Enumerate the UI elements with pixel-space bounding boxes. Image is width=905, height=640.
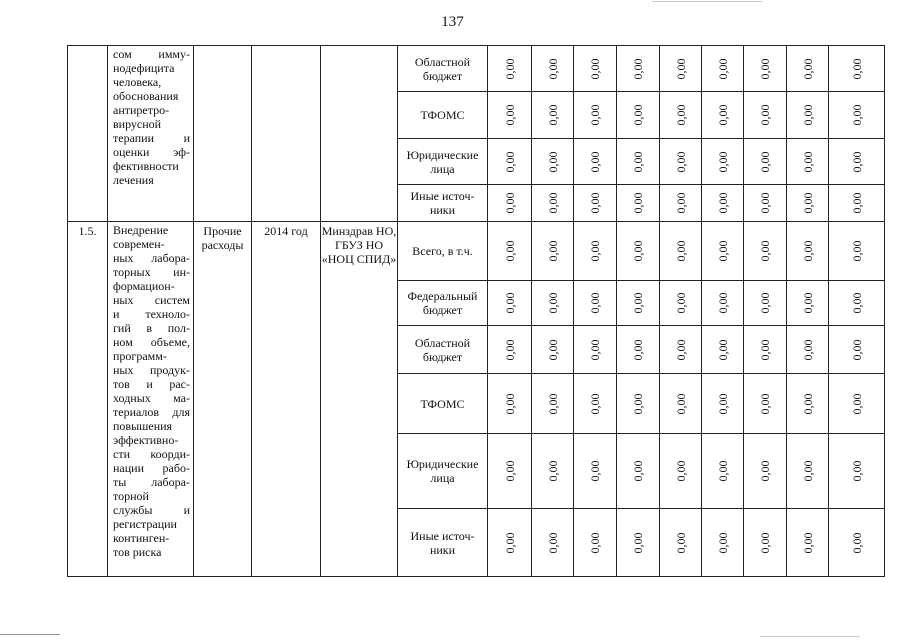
- value-cell: [574, 281, 617, 326]
- value-text: 0,00: [715, 460, 730, 482]
- value-cell: [617, 326, 660, 374]
- value-text: 0,00: [545, 192, 560, 214]
- value-text: 0,00: [758, 339, 772, 360]
- value-text: 0,00: [588, 151, 602, 172]
- value-text: 0,00: [849, 151, 864, 172]
- value-cell: [829, 139, 885, 185]
- value-text: 0,00: [588, 393, 602, 414]
- description-line: ходных ма-: [113, 391, 190, 405]
- value-text: 0,00: [800, 532, 815, 553]
- funding-source: Областной бюджет: [398, 326, 488, 374]
- description-line: современ-: [113, 237, 165, 251]
- value-cell: [532, 185, 574, 222]
- value-cell: [488, 281, 532, 326]
- value-text: 0,00: [800, 240, 815, 262]
- value-text: 0,00: [758, 532, 772, 553]
- value-text: 0,00: [800, 151, 815, 172]
- value-text: 0,00: [631, 339, 645, 360]
- description-line: повышения: [113, 419, 173, 433]
- value-text: 0,00: [631, 192, 645, 214]
- description-line: сти коорди-: [113, 447, 190, 461]
- description-line: терапии и: [113, 131, 190, 145]
- value-cell: [744, 185, 787, 222]
- funding-source: Всего, в т.ч.: [398, 222, 488, 281]
- value-cell: [617, 139, 660, 185]
- value-cell: [702, 326, 744, 374]
- value-text: 0,00: [800, 460, 815, 482]
- value-cell: [488, 185, 532, 222]
- value-text: 0,00: [715, 292, 730, 314]
- value-cell: [787, 281, 829, 326]
- value-text: 0,00: [588, 292, 602, 314]
- value-cell: [829, 434, 885, 509]
- value-cell: [702, 46, 744, 92]
- value-text: 0,00: [758, 192, 772, 214]
- description-line: торной: [113, 489, 149, 503]
- value-cell: [787, 92, 829, 139]
- value-text: 0,00: [849, 192, 864, 214]
- measure-description: [108, 222, 194, 577]
- value-cell: [702, 434, 744, 509]
- value-text: 0,00: [631, 532, 645, 553]
- value-cell: [532, 509, 574, 577]
- description-line: нации рабо-: [113, 461, 190, 475]
- value-cell: [532, 326, 574, 374]
- value-cell: [617, 281, 660, 326]
- value-cell: [532, 222, 574, 281]
- description-line: нодефицита: [113, 61, 175, 75]
- value-cell: [532, 139, 574, 185]
- value-cell: [488, 222, 532, 281]
- value-text: 0,00: [849, 292, 864, 314]
- value-text: 0,00: [715, 532, 730, 553]
- description-line: торных ин-: [113, 265, 190, 279]
- value-cell: [744, 139, 787, 185]
- funding-source: Областной бюджет: [398, 46, 488, 92]
- value-cell: [574, 326, 617, 374]
- value-cell: [702, 374, 744, 434]
- executor: [321, 46, 398, 222]
- year: [252, 46, 321, 222]
- description-line: тов риска: [113, 545, 162, 559]
- value-text: 0,00: [502, 240, 517, 262]
- value-cell: [574, 46, 617, 92]
- budget-table: [67, 45, 885, 577]
- value-cell: [787, 434, 829, 509]
- table-row: [68, 222, 885, 281]
- value-text: 0,00: [715, 192, 730, 214]
- value-cell: [660, 374, 702, 434]
- value-text: 0,00: [588, 532, 602, 553]
- value-cell: [702, 185, 744, 222]
- value-cell: [617, 185, 660, 222]
- description-line: антиретро-: [113, 103, 170, 117]
- expense-type: Прочие расходы: [194, 222, 252, 577]
- value-text: 0,00: [502, 292, 517, 314]
- value-text: 0,00: [631, 104, 645, 126]
- value-cell: [744, 326, 787, 374]
- value-text: 0,00: [673, 240, 688, 262]
- value-cell: [787, 185, 829, 222]
- value-text: 0,00: [588, 192, 602, 214]
- value-cell: [488, 326, 532, 374]
- funding-source: Юридические лица: [398, 139, 488, 185]
- value-cell: [829, 374, 885, 434]
- description-line: териалов для: [113, 405, 190, 419]
- value-text: 0,00: [502, 339, 517, 360]
- description-line: службы и: [113, 503, 190, 517]
- value-text: 0,00: [545, 532, 560, 553]
- value-cell: [660, 46, 702, 92]
- value-text: 0,00: [545, 58, 560, 79]
- value-cell: [744, 374, 787, 434]
- description-line: и техноло-: [113, 307, 190, 321]
- value-text: 0,00: [502, 192, 517, 214]
- table-row: [68, 46, 885, 92]
- value-cell: [488, 139, 532, 185]
- value-cell: [744, 46, 787, 92]
- value-text: 0,00: [800, 292, 815, 314]
- value-text: 0,00: [715, 104, 730, 126]
- value-cell: [787, 326, 829, 374]
- description-line: обоснования: [113, 89, 179, 103]
- value-cell: [617, 509, 660, 577]
- value-text: 0,00: [715, 151, 730, 172]
- value-cell: [660, 509, 702, 577]
- value-text: 0,00: [715, 240, 730, 262]
- item-number: [68, 46, 108, 222]
- value-text: 0,00: [758, 151, 772, 172]
- value-text: 0,00: [758, 292, 772, 314]
- value-text: 0,00: [758, 240, 772, 262]
- value-text: 0,00: [502, 532, 517, 553]
- value-text: 0,00: [673, 192, 688, 214]
- value-text: 0,00: [588, 339, 602, 360]
- description-line: регистрации: [113, 517, 177, 531]
- value-text: 0,00: [502, 104, 517, 126]
- value-cell: [574, 509, 617, 577]
- value-text: 0,00: [800, 192, 815, 214]
- value-text: 0,00: [631, 151, 645, 172]
- value-text: 0,00: [715, 58, 730, 79]
- value-text: 0,00: [715, 339, 730, 360]
- value-cell: [488, 509, 532, 577]
- value-text: 0,00: [588, 240, 602, 262]
- funding-source: ТФОМС: [398, 92, 488, 139]
- description-line: тов и рас-: [113, 377, 190, 391]
- value-text: 0,00: [758, 58, 772, 79]
- value-text: 0,00: [502, 393, 517, 414]
- value-text: 0,00: [673, 58, 688, 79]
- value-text: 0,00: [673, 460, 688, 482]
- value-cell: [617, 374, 660, 434]
- description-line: ных систем: [113, 293, 190, 307]
- value-text: 0,00: [800, 58, 815, 79]
- value-text: 0,00: [631, 292, 645, 314]
- value-cell: [532, 92, 574, 139]
- value-cell: [702, 281, 744, 326]
- value-text: 0,00: [673, 532, 688, 553]
- description-line: сом имму-: [113, 47, 190, 61]
- value-text: 0,00: [631, 460, 645, 482]
- value-text: 0,00: [849, 58, 864, 79]
- description-line: гий в пол-: [113, 321, 190, 335]
- value-text: 0,00: [715, 393, 730, 414]
- value-cell: [744, 92, 787, 139]
- value-text: 0,00: [588, 104, 602, 126]
- value-cell: [744, 222, 787, 281]
- value-cell: [488, 92, 532, 139]
- funding-source: Иные источ-ники: [398, 185, 488, 222]
- year: 2014 год: [252, 222, 321, 577]
- value-cell: [532, 281, 574, 326]
- value-cell: [617, 434, 660, 509]
- value-text: 0,00: [849, 460, 864, 482]
- value-text: 0,00: [631, 393, 645, 414]
- value-text: 0,00: [545, 339, 560, 360]
- value-text: 0,00: [502, 151, 517, 172]
- description-line: ных лабора-: [113, 251, 190, 265]
- value-cell: [574, 139, 617, 185]
- value-text: 0,00: [800, 104, 815, 126]
- value-text: 0,00: [502, 460, 517, 482]
- value-cell: [488, 46, 532, 92]
- value-text: 0,00: [849, 339, 864, 360]
- funding-source: Иные источ-ники: [398, 509, 488, 577]
- value-text: 0,00: [588, 58, 602, 79]
- value-cell: [488, 434, 532, 509]
- value-cell: [660, 326, 702, 374]
- page-number: 137: [441, 14, 464, 30]
- description-line: фективности: [113, 159, 179, 173]
- value-cell: [829, 281, 885, 326]
- description-line: ных продук-: [113, 363, 190, 377]
- value-cell: [744, 434, 787, 509]
- item-number: 1.5.: [68, 222, 108, 577]
- value-text: 0,00: [545, 393, 560, 414]
- value-text: 0,00: [502, 58, 517, 79]
- value-cell: [660, 222, 702, 281]
- value-text: 0,00: [849, 393, 864, 414]
- funding-source: Федеральный бюджет: [398, 281, 488, 326]
- value-cell: [532, 46, 574, 92]
- value-text: 0,00: [545, 151, 560, 172]
- value-text: 0,00: [758, 393, 772, 414]
- description-line: эффективно-: [113, 433, 179, 447]
- value-cell: [660, 281, 702, 326]
- value-text: 0,00: [673, 292, 688, 314]
- description-line: вирусной: [113, 117, 162, 131]
- description-line: лечения: [113, 173, 154, 187]
- value-text: 0,00: [631, 240, 645, 262]
- value-cell: [574, 92, 617, 139]
- value-cell: [574, 185, 617, 222]
- value-cell: [574, 374, 617, 434]
- value-text: 0,00: [673, 104, 688, 126]
- value-text: 0,00: [758, 104, 772, 126]
- description-line: ном объеме,: [113, 335, 190, 349]
- description-line: ты лабора-: [113, 475, 190, 489]
- value-text: 0,00: [800, 339, 815, 360]
- funding-source: ТФОМС: [398, 374, 488, 434]
- value-text: 0,00: [545, 460, 560, 482]
- value-cell: [787, 222, 829, 281]
- value-cell: [829, 222, 885, 281]
- funding-source: Юридические лица: [398, 434, 488, 509]
- description-line: человека,: [113, 75, 162, 89]
- value-cell: [787, 509, 829, 577]
- value-cell: [829, 46, 885, 92]
- measure-description: [108, 46, 194, 222]
- value-text: 0,00: [849, 104, 864, 126]
- expense-type: [194, 46, 252, 222]
- value-cell: [660, 92, 702, 139]
- value-text: 0,00: [545, 104, 560, 126]
- value-text: 0,00: [673, 151, 688, 172]
- value-cell: [617, 222, 660, 281]
- description-line: континген-: [113, 531, 170, 545]
- scan-artifact-bottom-right: [760, 636, 860, 637]
- value-cell: [829, 185, 885, 222]
- value-cell: [829, 509, 885, 577]
- value-cell: [617, 46, 660, 92]
- value-cell: [488, 374, 532, 434]
- value-cell: [829, 326, 885, 374]
- value-cell: [574, 222, 617, 281]
- value-text: 0,00: [673, 339, 688, 360]
- value-text: 0,00: [849, 532, 864, 553]
- value-cell: [660, 139, 702, 185]
- value-cell: [702, 222, 744, 281]
- executor: Минздрав НО, ГБУЗ НО «НОЦ СПИД»: [321, 222, 398, 577]
- description-line: оценки эф-: [113, 145, 190, 159]
- description-line: Внедрение: [113, 223, 169, 237]
- value-text: 0,00: [758, 460, 772, 482]
- value-cell: [532, 374, 574, 434]
- value-cell: [787, 46, 829, 92]
- value-text: 0,00: [800, 393, 815, 414]
- value-cell: [702, 509, 744, 577]
- value-text: 0,00: [849, 240, 864, 262]
- value-text: 0,00: [588, 460, 602, 482]
- scan-artifact-bottom-left: [0, 634, 60, 635]
- value-cell: [574, 434, 617, 509]
- value-cell: [787, 139, 829, 185]
- value-cell: [702, 92, 744, 139]
- scan-artifact-top: [652, 1, 762, 2]
- value-text: 0,00: [545, 240, 560, 262]
- value-cell: [660, 434, 702, 509]
- value-cell: [829, 92, 885, 139]
- description-line: программ-: [113, 349, 167, 363]
- value-cell: [702, 139, 744, 185]
- value-text: 0,00: [631, 58, 645, 79]
- value-cell: [744, 509, 787, 577]
- value-cell: [744, 281, 787, 326]
- value-cell: [787, 374, 829, 434]
- value-text: 0,00: [545, 292, 560, 314]
- value-cell: [660, 185, 702, 222]
- value-cell: [617, 92, 660, 139]
- value-text: 0,00: [673, 393, 688, 414]
- description-line: формацион-: [113, 279, 175, 293]
- value-cell: [532, 434, 574, 509]
